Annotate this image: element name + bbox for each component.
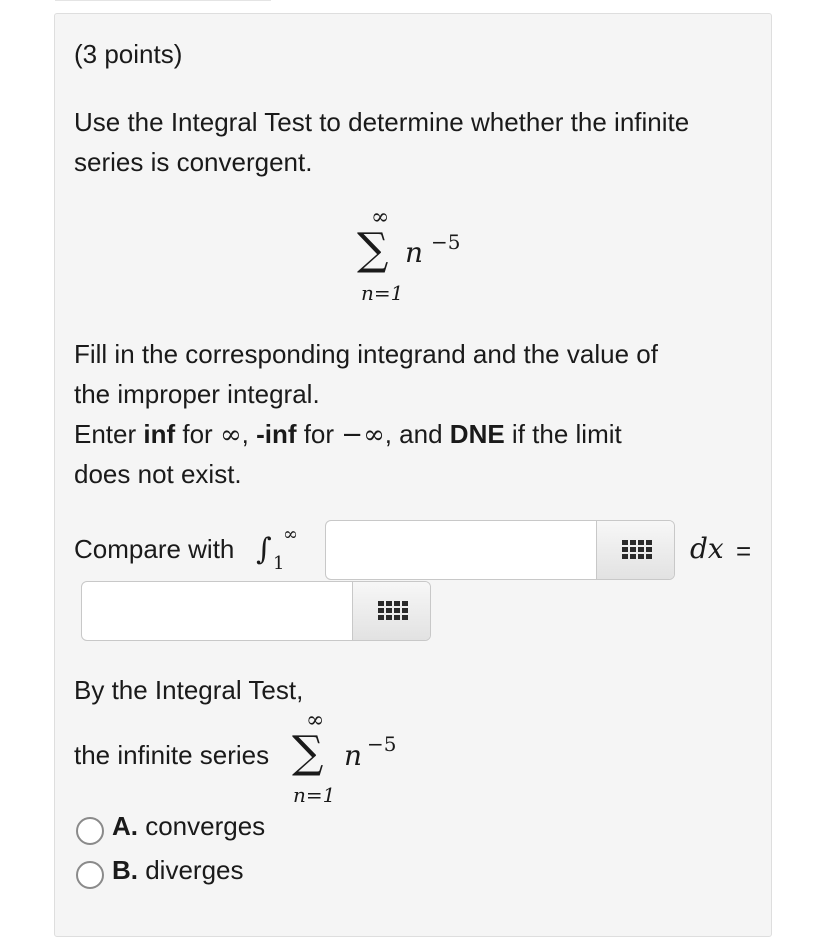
conclusion-series-label: the infinite series (74, 740, 270, 770)
top-divider (55, 0, 271, 1)
result-keyboard-button[interactable] (352, 582, 431, 640)
instruction-text: Use the Integral Test to determine whether the infinite (74, 107, 690, 137)
enter-instruction-cont: does not exist. (74, 459, 242, 489)
series-lower-limit: n=1 (361, 281, 404, 305)
equals-sign: = (736, 536, 752, 566)
integral-lower-limit: 1 (273, 553, 285, 574)
option-a-radio[interactable] (76, 817, 104, 845)
infinity-symbol: ∞ (219, 420, 242, 450)
conclusion-series-term-exponent: −5 (367, 732, 397, 756)
sigma-icon: ∑ (357, 224, 389, 275)
integrand-input[interactable] (326, 521, 596, 579)
series-upper-limit: ∞ (371, 205, 390, 230)
sigma-icon: ∑ (292, 727, 324, 778)
series-term-base: n (405, 236, 424, 269)
compare-label: Compare with (74, 534, 235, 564)
keyboard-grid-icon (378, 601, 408, 621)
points-label: (3 points) (74, 39, 183, 69)
dne-keyword: DNE (449, 419, 505, 449)
integral-upper-limit: ∞ (283, 524, 298, 545)
integrand-input-group (325, 520, 675, 580)
option-a-label[interactable]: A. converges (112, 811, 266, 841)
conclusion-series-upper-limit: ∞ (306, 708, 325, 733)
result-input-group (81, 581, 431, 641)
neg-inf-keyword: -inf (256, 419, 297, 449)
enter-instruction: Enter inf for ∞, -inf for −∞, and DNE if the limit (74, 419, 622, 450)
integral-icon: ∫ (256, 532, 272, 567)
inf-keyword: inf (143, 419, 176, 449)
result-input[interactable] (82, 582, 352, 640)
fill-instruction-cont: the improper integral. (74, 379, 320, 409)
dx-label: dx (690, 532, 724, 565)
conclusion-intro: By the Integral Test, (74, 675, 304, 705)
integrand-keyboard-button[interactable] (596, 521, 675, 579)
neg-infinity-symbol: −∞ (341, 420, 385, 450)
option-b-label[interactable]: B. diverges (112, 855, 244, 885)
option-b-radio[interactable] (76, 861, 104, 889)
conclusion-series-term-base: n (344, 739, 363, 772)
series-term-exponent: −5 (431, 230, 461, 254)
keyboard-grid-icon (622, 540, 652, 560)
instruction-text-cont: series is convergent. (74, 147, 313, 177)
conclusion-series-lower-limit: n=1 (293, 783, 336, 807)
fill-instruction: Fill in the corresponding integrand and the value of (74, 339, 658, 369)
